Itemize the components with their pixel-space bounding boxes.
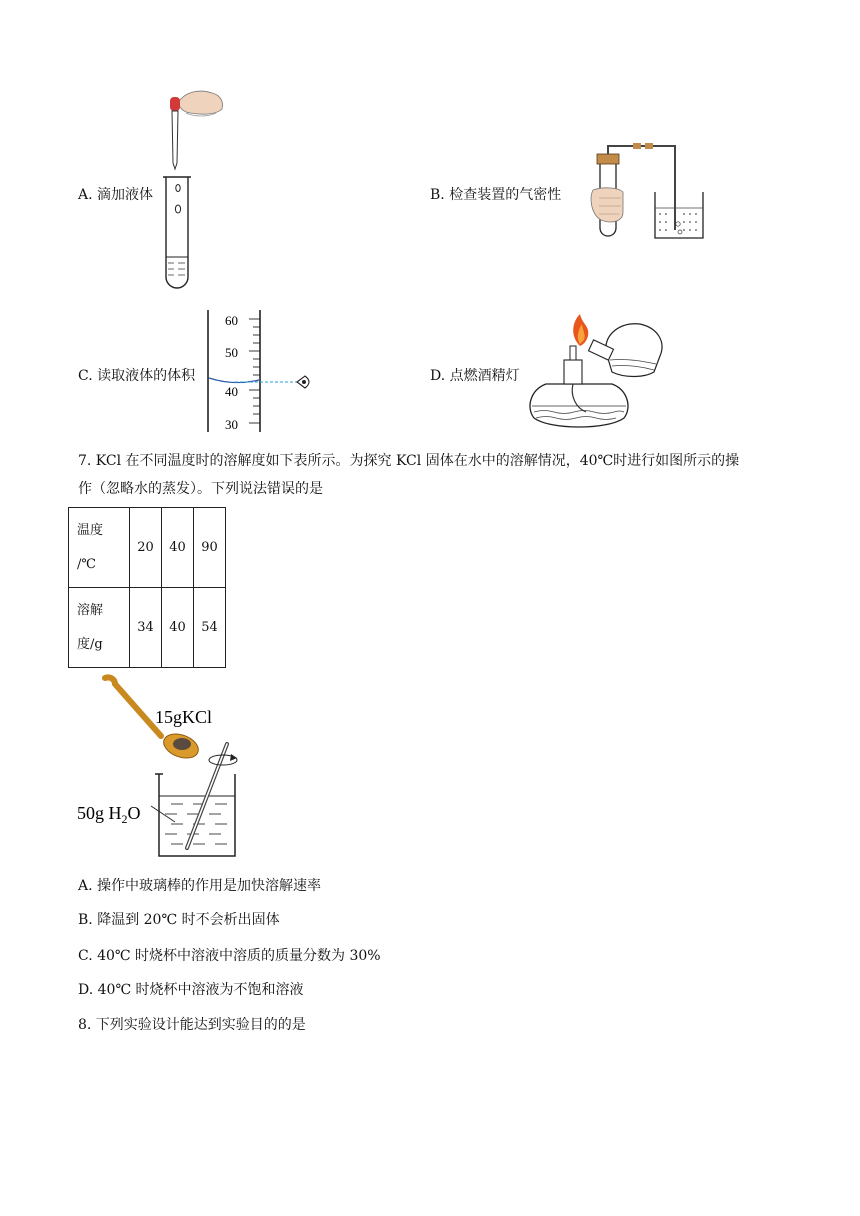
solubility-table [68, 507, 226, 668]
table-cell: 40 [162, 508, 194, 588]
table-cell: 54 [194, 588, 226, 668]
kcl-mass-label: 15gKCl [155, 707, 213, 727]
q7-choice-b: B. 降温到 20℃ 时不会析出固体 [78, 912, 280, 928]
option-c-label: C. 读取液体的体积 [78, 368, 196, 384]
alcohol-lamp-figure [520, 312, 670, 432]
q7-emphasis-char-1: 错 · [267, 481, 281, 497]
cylinder-tick-60: 60 [225, 313, 238, 328]
option-a-label: A. 滴加液体 [78, 187, 154, 203]
table-row [69, 508, 226, 588]
cylinder-reading-figure [205, 310, 320, 435]
eye-icon [297, 376, 309, 388]
table-header-temperature: 温度 /℃ [69, 508, 130, 588]
table-cell: 34 [130, 588, 162, 668]
cylinder-tick-40: 40 [225, 384, 238, 399]
table-header-solubility: 溶解 度/g [69, 588, 130, 668]
q7-choice-c: C. 40℃ 时烧杯中溶液中溶质的质量分数为 30% [78, 948, 381, 964]
option-b-label: B. 检查装置的气密性 [430, 187, 562, 203]
cylinder-tick-50: 50 [225, 345, 238, 360]
q7-choice-d: D. 40℃ 时烧杯中溶液为不饱和溶液 [78, 982, 304, 998]
table-cell: 90 [194, 508, 226, 588]
water-mass-label: 50g $H_2O$ [77, 803, 141, 826]
q7-choice-a: A. 操作中玻璃棒的作用是加快溶解速率 [78, 878, 322, 894]
q8-stem: 8. 下列实验设计能达到实验目的的是 [78, 1017, 306, 1033]
table-cell: 20 [130, 508, 162, 588]
cylinder-tick-30: 30 [225, 417, 238, 432]
q7-stem-line1: 7. KCl 在不同温度时的溶解度如下表所示。为探究 KCl 固体在水中的溶解情况，40℃时进行如图所示的操 [78, 453, 740, 469]
q7-stem-line2-start: 作（忽略水的蒸发）。下列说法 [78, 481, 267, 497]
option-d-label: D. 点燃酒精灯 [430, 368, 520, 384]
q7-emphasis-char-2: 误 · [281, 481, 295, 497]
kcl-dissolving-figure [75, 672, 255, 864]
dropper-testtube-figure [150, 85, 230, 300]
table-row [69, 588, 226, 668]
airtightness-check-figure [585, 140, 710, 245]
table-cell: 40 [162, 588, 194, 668]
q7-stem-line2-end: 的是 [295, 481, 323, 497]
q7-stem-line2 [78, 475, 323, 503]
